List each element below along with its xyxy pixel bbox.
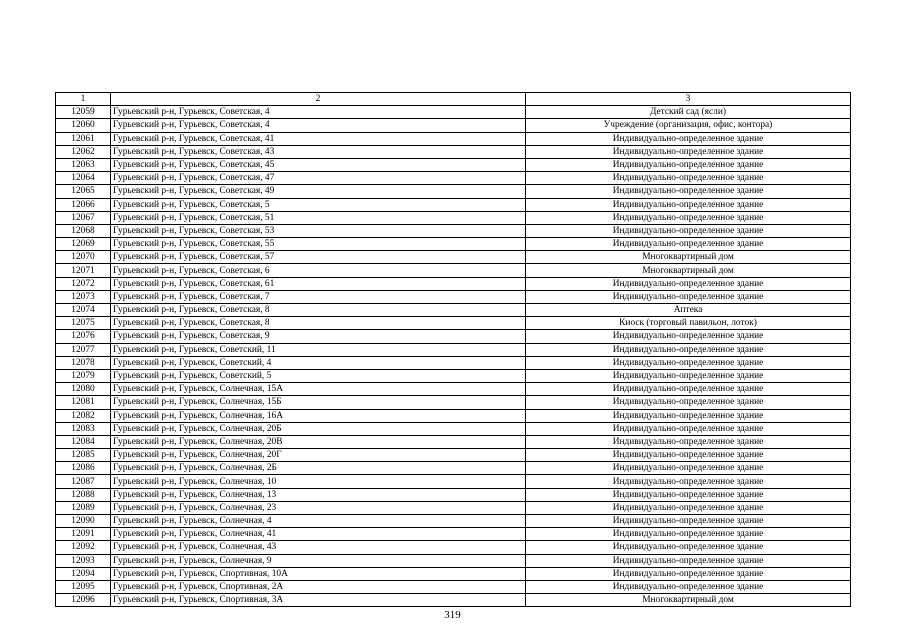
- row-number: 12081: [56, 396, 111, 409]
- table-row: [56, 462, 851, 475]
- row-address: Гурьевский р-н, Гурьевск, Солнечная, 15Б: [111, 396, 526, 409]
- row-number: 12060: [56, 119, 111, 132]
- row-address: Гурьевский р-н, Гурьевск, Советская, 6: [111, 264, 526, 277]
- table-row: [56, 541, 851, 554]
- row-number: 12082: [56, 409, 111, 422]
- row-address: Гурьевский р-н, Гурьевск, Солнечная, 16А: [111, 409, 526, 422]
- table-row: [56, 264, 851, 277]
- row-address: Гурьевский р-н, Гурьевск, Советская, 43: [111, 145, 526, 158]
- table-row: [56, 580, 851, 593]
- table-row: [56, 343, 851, 356]
- row-address: Гурьевский р-н, Гурьевск, Советский, 11: [111, 343, 526, 356]
- row-number: 12095: [56, 580, 111, 593]
- row-object-type: Многоквартирный дом: [526, 251, 851, 264]
- table-row: [56, 567, 851, 580]
- table-row: [56, 594, 851, 607]
- header-col-1: 1: [56, 93, 111, 106]
- table-row: [56, 304, 851, 317]
- page-number: 319: [444, 609, 461, 621]
- row-object-type: Индивидуально-определенное здание: [526, 488, 851, 501]
- row-number: 12085: [56, 449, 111, 462]
- table-row: [56, 554, 851, 567]
- table-row: [56, 528, 851, 541]
- header-col-2: 2: [111, 93, 526, 106]
- row-object-type: Аптека: [526, 304, 851, 317]
- row-number: 12064: [56, 172, 111, 185]
- row-object-type: Индивидуально-определенное здание: [526, 238, 851, 251]
- row-object-type: Индивидуально-определенное здание: [526, 554, 851, 567]
- row-object-type: Индивидуально-определенное здание: [526, 211, 851, 224]
- row-object-type: Индивидуально-определенное здание: [526, 369, 851, 382]
- table-row: [56, 172, 851, 185]
- row-number: 12089: [56, 501, 111, 514]
- row-address: Гурьевский р-н, Гурьевск, Солнечная, 20Г: [111, 449, 526, 462]
- row-address: Гурьевский р-н, Гурьевск, Советская, 8: [111, 317, 526, 330]
- table-row: [56, 224, 851, 237]
- table-row: [56, 330, 851, 343]
- table-row: [56, 158, 851, 171]
- row-number: 12090: [56, 515, 111, 528]
- row-number: 12096: [56, 594, 111, 607]
- table-header: [56, 93, 851, 106]
- row-address: Гурьевский р-н, Гурьевск, Солнечная, 2Б: [111, 462, 526, 475]
- row-number: 12074: [56, 304, 111, 317]
- table-row: [56, 475, 851, 488]
- row-number: 12086: [56, 462, 111, 475]
- row-object-type: Индивидуально-определенное здание: [526, 145, 851, 158]
- table-row: [56, 515, 851, 528]
- row-object-type: Индивидуально-определенное здание: [526, 172, 851, 185]
- row-object-type: Индивидуально-определенное здание: [526, 185, 851, 198]
- row-number: 12087: [56, 475, 111, 488]
- table-row: [56, 501, 851, 514]
- row-address: Гурьевский р-н, Гурьевск, Советская, 53: [111, 224, 526, 237]
- row-object-type: Индивидуально-определенное здание: [526, 277, 851, 290]
- row-address: Гурьевский р-н, Гурьевск, Советская, 57: [111, 251, 526, 264]
- row-number: 12076: [56, 330, 111, 343]
- row-object-type: Индивидуально-определенное здание: [526, 158, 851, 171]
- row-number: 12078: [56, 356, 111, 369]
- row-address: Гурьевский р-н, Гурьевск, Спортивная, 3А: [111, 594, 526, 607]
- row-object-type: Индивидуально-определенное здание: [526, 528, 851, 541]
- row-number: 12083: [56, 422, 111, 435]
- row-address: Гурьевский р-н, Гурьевск, Солнечная, 9: [111, 554, 526, 567]
- row-address: Гурьевский р-н, Гурьевск, Советская, 8: [111, 304, 526, 317]
- row-number: 12077: [56, 343, 111, 356]
- table-row: [56, 119, 851, 132]
- row-number: 12069: [56, 238, 111, 251]
- row-number: 12075: [56, 317, 111, 330]
- table-body: [56, 106, 851, 607]
- row-number: 12059: [56, 106, 111, 119]
- row-object-type: Индивидуально-определенное здание: [526, 224, 851, 237]
- header-col-3: 3: [526, 93, 851, 106]
- row-object-type: Индивидуально-определенное здание: [526, 290, 851, 303]
- row-number: 12084: [56, 435, 111, 448]
- row-address: Гурьевский р-н, Гурьевск, Советская, 47: [111, 172, 526, 185]
- row-address: Гурьевский р-н, Гурьевск, Солнечная, 4: [111, 515, 526, 528]
- row-object-type: Индивидуально-определенное здание: [526, 132, 851, 145]
- row-object-type: Индивидуально-определенное здание: [526, 422, 851, 435]
- row-object-type: Индивидуально-определенное здание: [526, 462, 851, 475]
- row-object-type: Индивидуально-определенное здание: [526, 356, 851, 369]
- row-address: Гурьевский р-н, Гурьевск, Солнечная, 15А: [111, 383, 526, 396]
- row-address: Гурьевский р-н, Гурьевск, Советская, 51: [111, 211, 526, 224]
- row-number: 12073: [56, 290, 111, 303]
- table-row: [56, 198, 851, 211]
- row-number: 12070: [56, 251, 111, 264]
- row-address: Гурьевский р-н, Гурьевск, Спортивная, 10А: [111, 567, 526, 580]
- row-object-type: Индивидуально-определенное здание: [526, 198, 851, 211]
- row-object-type: Индивидуально-определенное здание: [526, 449, 851, 462]
- row-number: 12061: [56, 132, 111, 145]
- row-object-type: Индивидуально-определенное здание: [526, 567, 851, 580]
- row-number: 12067: [56, 211, 111, 224]
- row-number: 12072: [56, 277, 111, 290]
- row-object-type: Многоквартирный дом: [526, 594, 851, 607]
- table-row: [56, 238, 851, 251]
- table-row: [56, 211, 851, 224]
- row-number: 12068: [56, 224, 111, 237]
- row-object-type: Индивидуально-определенное здание: [526, 501, 851, 514]
- table-row: [56, 251, 851, 264]
- row-object-type: Индивидуально-определенное здание: [526, 435, 851, 448]
- row-number: 12094: [56, 567, 111, 580]
- row-number: 12063: [56, 158, 111, 171]
- row-address: Гурьевский р-н, Гурьевск, Советская, 7: [111, 290, 526, 303]
- table-row: [56, 488, 851, 501]
- row-address: Гурьевский р-н, Гурьевск, Советская, 41: [111, 132, 526, 145]
- table-row: [56, 290, 851, 303]
- row-object-type: Учреждение (организация, офис, контора): [526, 119, 851, 132]
- row-address: Гурьевский р-н, Гурьевск, Советский, 5: [111, 369, 526, 382]
- row-object-type: Индивидуально-определенное здание: [526, 396, 851, 409]
- row-address: Гурьевский р-н, Гурьевск, Солнечная, 10: [111, 475, 526, 488]
- table-row: [56, 369, 851, 382]
- table-row: [56, 422, 851, 435]
- row-number: 12071: [56, 264, 111, 277]
- table-row: [56, 277, 851, 290]
- row-address: Гурьевский р-н, Гурьевск, Советская, 45: [111, 158, 526, 171]
- row-object-type: Многоквартирный дом: [526, 264, 851, 277]
- row-object-type: Индивидуально-определенное здание: [526, 580, 851, 593]
- row-object-type: Индивидуально-определенное здание: [526, 475, 851, 488]
- table-row: [56, 185, 851, 198]
- row-address: Гурьевский р-н, Гурьевск, Солнечная, 13: [111, 488, 526, 501]
- row-address: Гурьевский р-н, Гурьевск, Советская, 49: [111, 185, 526, 198]
- table-row: [56, 317, 851, 330]
- row-address: Гурьевский р-н, Гурьевск, Советская, 9: [111, 330, 526, 343]
- table-row: [56, 106, 851, 119]
- row-address: Гурьевский р-н, Гурьевск, Спортивная, 2А: [111, 580, 526, 593]
- row-number: 12088: [56, 488, 111, 501]
- row-address: Гурьевский р-н, Гурьевск, Солнечная, 23: [111, 501, 526, 514]
- row-number: 12062: [56, 145, 111, 158]
- row-object-type: Детский сад (ясли): [526, 106, 851, 119]
- row-number: 12093: [56, 554, 111, 567]
- row-number: 12091: [56, 528, 111, 541]
- row-object-type: Индивидуально-определенное здание: [526, 330, 851, 343]
- row-object-type: Индивидуально-определенное здание: [526, 541, 851, 554]
- table-row: [56, 435, 851, 448]
- row-address: Гурьевский р-н, Гурьевск, Советская, 4: [111, 119, 526, 132]
- row-object-type: Индивидуально-определенное здание: [526, 515, 851, 528]
- row-object-type: Индивидуально-определенное здание: [526, 343, 851, 356]
- row-number: 12079: [56, 369, 111, 382]
- row-address: Гурьевский р-н, Гурьевск, Солнечная, 43: [111, 541, 526, 554]
- row-address: Гурьевский р-н, Гурьевск, Советская, 5: [111, 198, 526, 211]
- registry-table: [55, 92, 851, 607]
- row-address: Гурьевский р-н, Гурьевск, Солнечная, 20Б: [111, 422, 526, 435]
- table-row: [56, 383, 851, 396]
- row-address: Гурьевский р-н, Гурьевск, Советская, 55: [111, 238, 526, 251]
- row-address: Гурьевский р-н, Гурьевск, Советская, 4: [111, 106, 526, 119]
- row-address: Гурьевский р-н, Гурьевск, Советский, 4: [111, 356, 526, 369]
- row-object-type: Киоск (торговый павильон, лоток): [526, 317, 851, 330]
- row-address: Гурьевский р-н, Гурьевск, Советская, 61: [111, 277, 526, 290]
- table-row: [56, 132, 851, 145]
- row-number: 12092: [56, 541, 111, 554]
- row-address: Гурьевский р-н, Гурьевск, Солнечная, 20В: [111, 435, 526, 448]
- table-row: [56, 449, 851, 462]
- table-row: [56, 396, 851, 409]
- header-row: [56, 93, 851, 106]
- table-row: [56, 145, 851, 158]
- row-object-type: Индивидуально-определенное здание: [526, 409, 851, 422]
- row-number: 12080: [56, 383, 111, 396]
- table-row: [56, 356, 851, 369]
- row-object-type: Индивидуально-определенное здание: [526, 383, 851, 396]
- row-number: 12065: [56, 185, 111, 198]
- row-number: 12066: [56, 198, 111, 211]
- table-row: [56, 409, 851, 422]
- row-address: Гурьевский р-н, Гурьевск, Солнечная, 41: [111, 528, 526, 541]
